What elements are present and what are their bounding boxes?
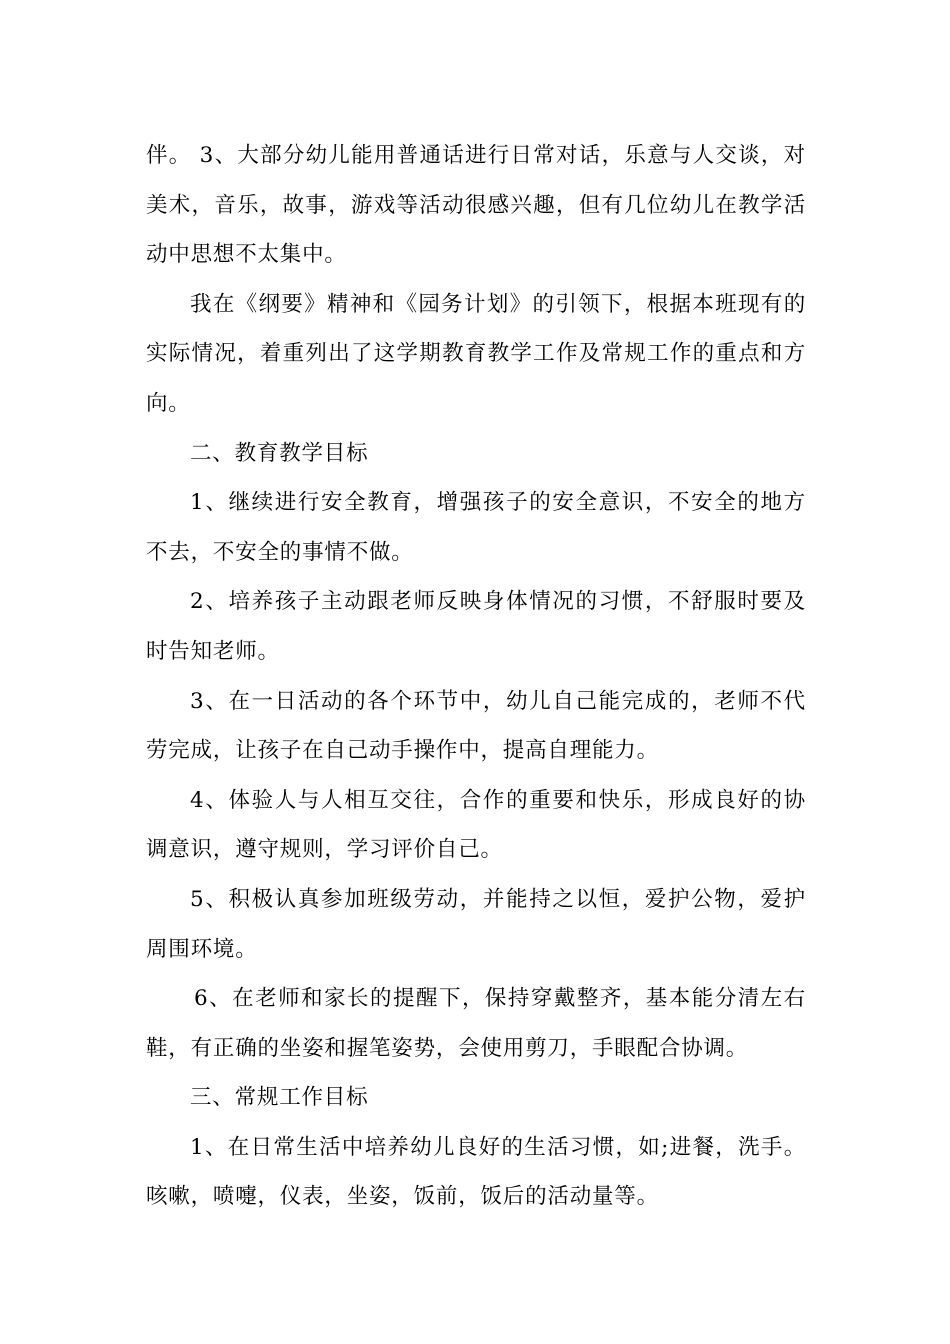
- section-heading-teaching-goals: 二、教育教学目标: [190, 440, 369, 466]
- section-heading-routine-goals: 三、常规工作目标: [190, 1085, 369, 1111]
- paragraph-continuation: 伴。 3、大部分幼儿能用普通话进行日常对话，乐意与人交谈，对美术，音乐，故事，游戏等活动很感兴趣，但有几位幼儿在教学活动中思想不太集中。: [146, 143, 806, 268]
- routine-goal-item: 1、在日常生活中培养幼儿良好的生活习惯，如;进餐，洗手。咳嗽，喷嚏，仪表，坐姿，饭前，饭后的活动量等。: [146, 1134, 806, 1210]
- teaching-goal-item: 1、继续进行安全教育，增强孩子的安全意识，不安全的地方不去，不安全的事情不做。: [146, 490, 806, 565]
- teaching-goal-item: 2、培养孩子主动跟老师反映身体情况的习惯，不舒服时要及时告知老师。: [146, 589, 806, 664]
- teaching-goal-item: 3、在一日活动的各个环节中，幼儿自己能完成的，老师不代劳完成，让孩子在自己动手操作中，提高自理能力。: [146, 688, 806, 764]
- teaching-goal-item: 4、体验人与人相互交往，合作的重要和快乐，形成良好的协调意识，遵守规则，学习评价自己。: [146, 787, 806, 863]
- teaching-goal-item: 5、积极认真参加班级劳动，并能持之以恒，爱护公物，爱护周围环境。: [146, 886, 806, 962]
- teaching-goal-item: 6、在老师和家长的提醒下，保持穿戴整齐，基本能分清左右鞋，有正确的坐姿和握笔姿势，会使用剪刀，手眼配合协调。: [146, 986, 806, 1061]
- paragraph-guideline: 我在《纲要》精神和《园务计划》的引领下，根据本班现有的实际情况，着重列出了这学期教育教学工作及常规工作的重点和方向。: [146, 291, 806, 416]
- document-body: [146, 131, 806, 1222]
